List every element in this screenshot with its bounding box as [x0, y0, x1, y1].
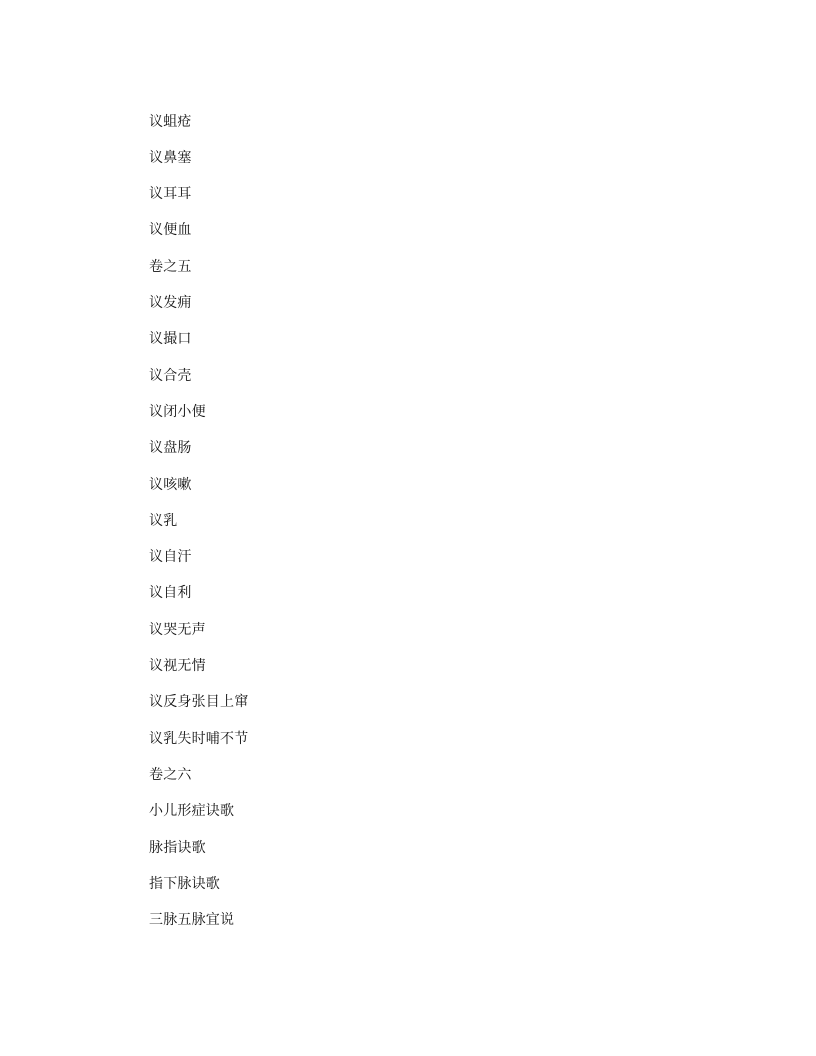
- toc-entry: 议哭无声: [149, 622, 206, 638]
- toc-entry: 议自利: [149, 586, 192, 602]
- toc-entry: 议鼻塞: [149, 150, 192, 166]
- toc-entry: 议便血: [149, 223, 192, 239]
- toc-entry: 议自汗: [149, 550, 192, 566]
- toc-entry: 议乳: [149, 513, 178, 529]
- toc-entry: 议合壳: [149, 368, 192, 384]
- volume-heading: 卷之五: [149, 259, 192, 275]
- toc-entry: 议耳耳: [149, 187, 192, 203]
- volume-heading: 卷之六: [149, 767, 192, 783]
- toc-entry: 议蛆疮: [149, 114, 192, 130]
- toc-entry: 议咳嗽: [149, 477, 192, 493]
- toc-entry: 议撮口: [149, 332, 192, 348]
- toc-entry: 议乳失时哺不节: [149, 731, 249, 747]
- toc-entry: 小儿形症诀歌: [149, 804, 235, 820]
- toc-entry: 指下脉诀歌: [149, 876, 220, 892]
- toc-entry: 议发痈: [149, 296, 192, 311]
- toc-entry: 议反身张目上窜: [149, 695, 249, 711]
- toc-entry: 议盘肠: [149, 441, 192, 457]
- toc-entry: 脉指诀歌: [149, 840, 206, 856]
- toc-entry: 议视无情: [149, 659, 206, 674]
- toc-entry: 三脉五脉宜说: [149, 913, 235, 929]
- toc-entry: 议闭小便: [149, 404, 206, 420]
